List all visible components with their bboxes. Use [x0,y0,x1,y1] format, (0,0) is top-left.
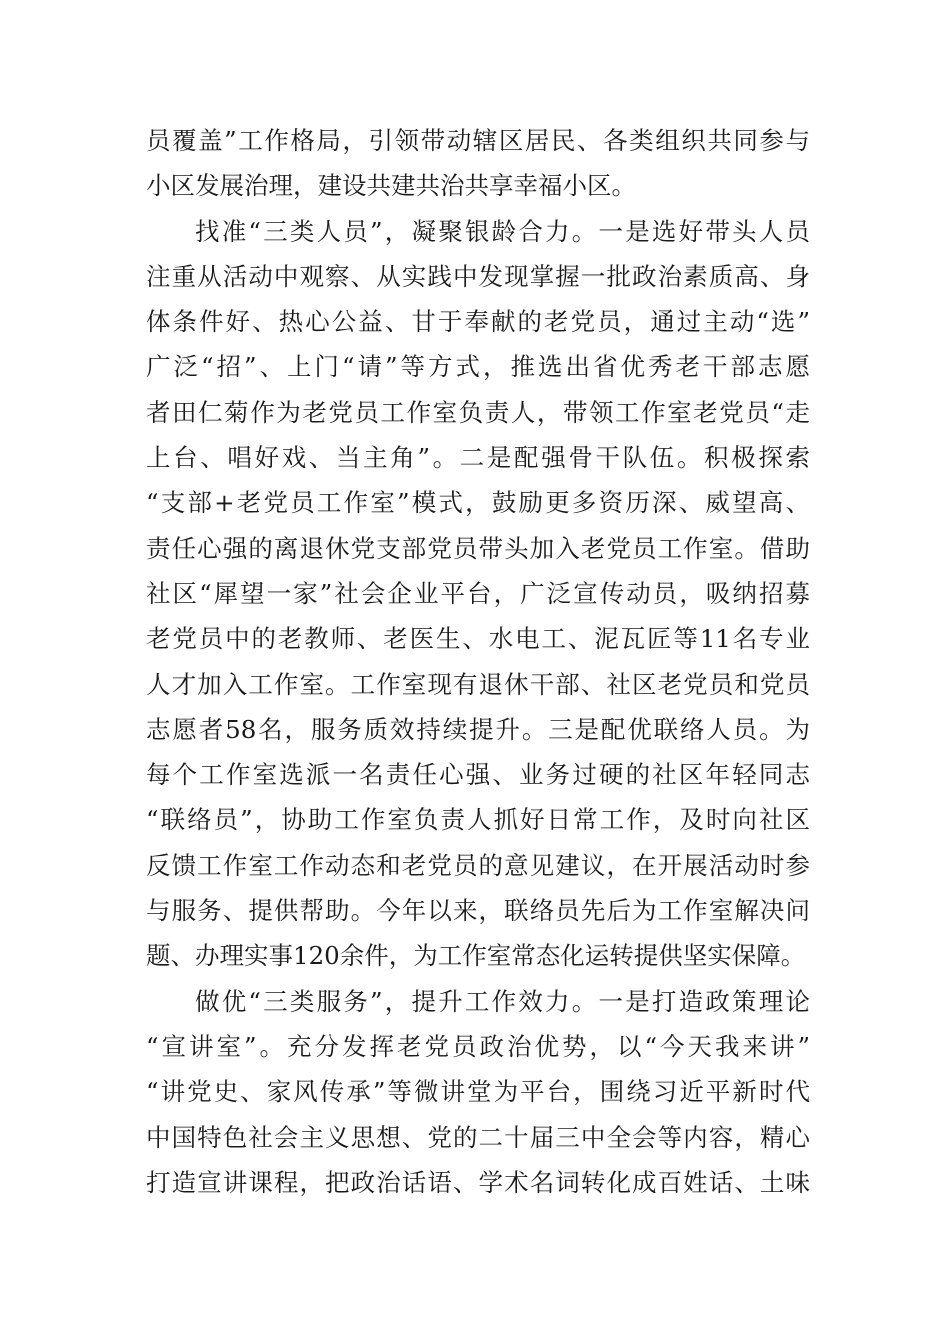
paragraph-start-line: 做优“三类服务”，提升工作效力。一是打造政策理论 [195,986,810,1016]
text-line: “支部+老党员工作室”模式，鼓励更多资历深、威望高、 [146,488,810,518]
text-line: 反馈工作室工作动态和老党员的意见建议，在开展活动时参 [146,850,810,880]
paragraph-start-line: 找准“三类人员”，凝聚银龄合力。一是选好带头人员 [195,216,810,246]
text-line: 小区发展治理，建设共建共治共享幸福小区。 [146,171,636,201]
text-line: “联络员”，协助工作室负责人抓好日常工作，及时向社区 [146,805,810,835]
text-line: 责任心强的离退休党支部党员带头加入老党员工作室。借助 [146,533,810,563]
body-text [146,118,810,1205]
text-line: 注重从活动中观察、从实践中发现掌握一批政治素质高、身 [146,261,810,291]
text-line: “宣讲室”。充分发挥老党员政治优势，以“今天我来讲” [146,1031,810,1061]
text-line: 中国特色社会主义思想、党的二十届三中全会等内容，精心 [146,1122,810,1152]
text-line: 人才加入工作室。工作室现有退休干部、社区老党员和党员 [146,669,810,699]
text-line: 打造宣讲课程，把政治话语、学术名词转化成百姓话、土味 [146,1167,810,1197]
text-line: 每个工作室选派一名责任心强、业务过硬的社区年轻同志 [146,760,810,790]
text-line: 老党员中的老教师、老医生、水电工、泥瓦匠等11名专业 [146,624,810,654]
text-line: 上台、唱好戏、当主角”。二是配强骨干队伍。积极探索 [146,443,810,473]
text-line: 者田仁菊作为老党员工作室负责人，带领工作室老党员“走 [146,397,810,427]
text-line: 体条件好、热心公益、甘于奉献的老党员，通过主动“选” [146,307,810,337]
text-line: 与服务、提供帮助。今年以来，联络员先后为工作室解决问 [146,896,810,926]
text-line: 广泛“招”、上门“请”等方式，推选出省优秀老干部志愿 [146,352,810,382]
text-line: 员覆盖”工作格局，引领带动辖区居民、各类组织共同参与 [146,126,810,155]
text-line: 志愿者58名，服务质效持续提升。三是配优联络人员。为 [146,714,810,744]
text-line: 社区“犀望一家”社会企业平台，广泛宣传动员，吸纳招募 [146,578,810,608]
text-line: 题、办理实事120余件，为工作室常态化运转提供坚实保障。 [146,941,806,971]
text-line: “讲党史、家风传承”等微讲堂为平台，围绕习近平新时代 [146,1077,810,1107]
